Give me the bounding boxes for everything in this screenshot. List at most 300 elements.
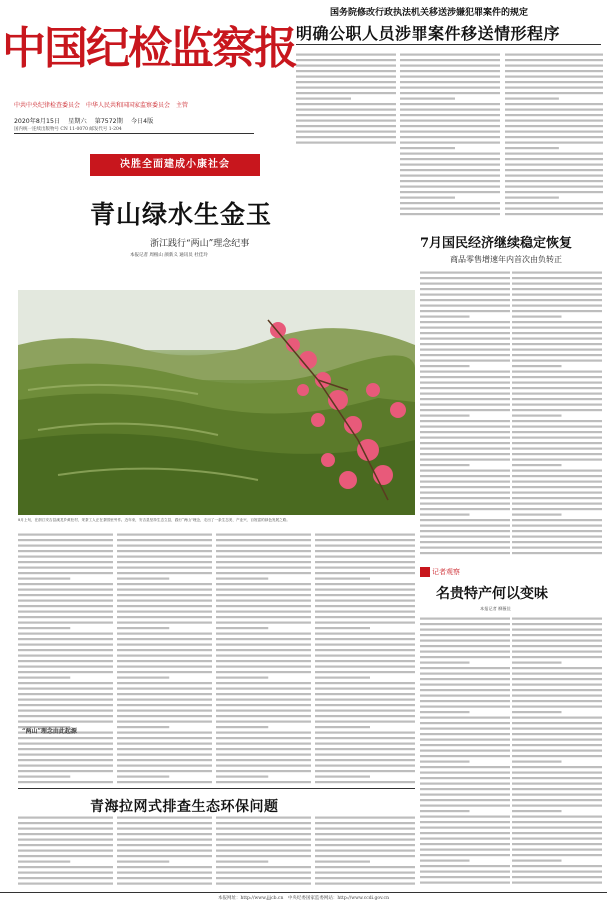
text-line xyxy=(420,294,510,296)
text-line xyxy=(216,616,311,618)
text-line xyxy=(512,684,602,686)
text-line xyxy=(512,415,562,417)
text-line xyxy=(18,633,113,635)
text-line xyxy=(512,783,602,785)
text-line xyxy=(117,737,212,739)
text-line xyxy=(512,640,602,642)
text-line xyxy=(400,131,500,133)
text-line xyxy=(512,849,602,851)
text-line xyxy=(512,453,602,455)
text-line xyxy=(420,629,510,631)
column-kicker: 记者观察 xyxy=(432,568,460,576)
text-line xyxy=(296,70,396,72)
text-line xyxy=(315,776,370,778)
text-line xyxy=(420,459,510,461)
text-line xyxy=(512,651,602,653)
text-line xyxy=(400,158,500,160)
text-line xyxy=(505,87,603,89)
text-line xyxy=(400,147,455,149)
text-line xyxy=(18,861,70,863)
body-text-lines xyxy=(216,815,311,891)
text-line xyxy=(315,743,415,745)
text-line xyxy=(117,743,212,745)
text-line xyxy=(420,415,470,417)
text-line xyxy=(18,833,113,835)
issue-codes: 国内统一连续出版物号 CN 11-0070 邮发代号 1-204 xyxy=(14,127,122,132)
column-body-col1 xyxy=(420,616,510,890)
text-line xyxy=(400,59,500,61)
text-line xyxy=(512,283,602,285)
text-line xyxy=(420,700,510,702)
text-line xyxy=(315,850,415,852)
text-line xyxy=(420,508,510,510)
lead-byline: 本报记者 周根山 颜新义 通讯员 杜佳玲 xyxy=(130,253,208,258)
text-line xyxy=(400,208,500,210)
text-line xyxy=(420,360,510,362)
lead-body-col1 xyxy=(18,532,113,790)
text-line xyxy=(216,776,268,778)
text-line xyxy=(512,689,602,691)
text-line xyxy=(117,748,212,750)
text-line xyxy=(512,288,602,290)
text-line xyxy=(18,682,113,684)
text-line xyxy=(420,843,510,845)
text-line xyxy=(117,572,212,574)
text-line xyxy=(512,464,562,466)
text-line xyxy=(420,827,510,829)
text-line xyxy=(512,519,602,521)
text-line xyxy=(512,332,602,334)
text-line xyxy=(512,827,602,829)
text-line xyxy=(117,872,212,874)
text-line xyxy=(420,332,510,334)
text-line xyxy=(18,594,113,596)
text-line xyxy=(315,822,415,824)
text-line xyxy=(117,726,169,728)
text-line xyxy=(505,59,603,61)
text-line xyxy=(512,492,602,494)
section-banner: 决胜全面建成小康社会 xyxy=(90,154,260,176)
top-story-body-col2 xyxy=(400,52,500,222)
text-line xyxy=(400,153,500,155)
text-line xyxy=(400,65,500,67)
text-line xyxy=(117,855,212,857)
text-line xyxy=(512,700,602,702)
text-line xyxy=(420,338,510,340)
text-line xyxy=(216,605,311,607)
text-line xyxy=(512,448,602,450)
text-line xyxy=(117,817,212,819)
text-line xyxy=(296,81,396,83)
text-line xyxy=(117,644,212,646)
text-line xyxy=(216,578,268,580)
text-line xyxy=(216,693,311,695)
text-line xyxy=(512,761,562,763)
text-line xyxy=(400,87,500,89)
text-line xyxy=(512,382,602,384)
body-text-lines xyxy=(18,815,113,891)
text-line xyxy=(420,684,510,686)
text-line xyxy=(117,883,212,885)
text-line xyxy=(216,627,268,629)
text-line xyxy=(420,711,470,713)
text-line xyxy=(505,136,603,138)
text-line xyxy=(505,164,603,166)
text-line xyxy=(315,732,415,734)
text-line xyxy=(315,578,370,580)
bottom-headline: 青海拉网式排查生态环保问题 xyxy=(90,799,279,815)
text-line xyxy=(512,788,602,790)
body-text-lines xyxy=(420,270,510,560)
text-line xyxy=(117,765,212,767)
text-line xyxy=(505,125,603,127)
text-line xyxy=(400,125,500,127)
text-line xyxy=(512,305,602,307)
top-story-body-col1 xyxy=(296,52,396,147)
text-line xyxy=(420,541,510,543)
text-line xyxy=(216,671,311,673)
text-line xyxy=(420,651,510,653)
text-line xyxy=(505,169,603,171)
text-line xyxy=(512,536,602,538)
text-line xyxy=(315,710,415,712)
text-line xyxy=(117,715,212,717)
text-line xyxy=(117,710,212,712)
text-line xyxy=(216,765,311,767)
text-line xyxy=(117,770,212,772)
text-line xyxy=(420,882,510,884)
body-text-lines xyxy=(315,815,415,891)
text-line xyxy=(420,854,510,856)
text-line xyxy=(18,855,113,857)
text-line xyxy=(315,589,415,591)
text-line xyxy=(420,299,510,301)
text-line xyxy=(117,622,212,624)
text-line xyxy=(400,180,500,182)
text-line xyxy=(216,600,311,602)
text-line xyxy=(420,673,510,675)
text-line xyxy=(216,710,311,712)
text-line xyxy=(216,759,311,761)
text-line xyxy=(315,605,415,607)
text-line xyxy=(315,699,415,701)
body-text-lines xyxy=(512,270,602,560)
text-line xyxy=(505,120,603,122)
text-line xyxy=(512,629,602,631)
text-line xyxy=(216,611,311,613)
lead-subhead-1: “两山”理念由此起源 xyxy=(22,728,77,735)
text-line xyxy=(400,92,500,94)
text-line xyxy=(18,759,113,761)
text-line xyxy=(315,666,415,668)
text-line xyxy=(420,519,510,521)
text-line xyxy=(216,594,311,596)
text-line xyxy=(512,821,602,823)
text-line xyxy=(512,656,602,658)
text-line xyxy=(420,497,510,499)
text-line xyxy=(117,781,212,783)
text-line xyxy=(420,832,510,834)
text-line xyxy=(216,682,311,684)
text-line xyxy=(420,645,510,647)
text-line xyxy=(512,706,602,708)
text-line xyxy=(296,76,396,78)
text-line xyxy=(420,536,510,538)
text-line xyxy=(512,525,602,527)
text-line xyxy=(505,213,603,215)
text-line xyxy=(505,109,603,111)
text-line xyxy=(505,186,603,188)
text-line xyxy=(315,748,415,750)
text-line xyxy=(512,299,602,301)
bottom-body-col3 xyxy=(216,815,311,891)
text-line xyxy=(512,810,562,812)
text-line xyxy=(315,561,415,563)
text-line xyxy=(216,561,311,563)
text-line xyxy=(216,644,311,646)
text-line xyxy=(216,850,311,852)
text-line xyxy=(420,860,470,862)
text-line xyxy=(512,277,602,279)
text-line xyxy=(400,197,455,199)
issue-date: 2020年8月15日 xyxy=(14,118,61,125)
text-line xyxy=(117,776,169,778)
text-line xyxy=(420,618,510,620)
text-line xyxy=(315,616,415,618)
text-line xyxy=(117,688,212,690)
text-line xyxy=(216,699,311,701)
text-line xyxy=(18,693,113,695)
text-line xyxy=(512,354,602,356)
text-line xyxy=(18,844,113,846)
text-line xyxy=(18,828,113,830)
text-line xyxy=(512,755,602,757)
text-line xyxy=(505,191,603,193)
text-line xyxy=(216,666,311,668)
text-line xyxy=(315,866,415,868)
text-line xyxy=(512,486,602,488)
text-line xyxy=(216,589,311,591)
text-line xyxy=(512,272,602,274)
text-line xyxy=(420,272,510,274)
text-line xyxy=(315,737,415,739)
text-line xyxy=(512,794,602,796)
text-line xyxy=(117,844,212,846)
text-line xyxy=(512,634,602,636)
text-line xyxy=(420,821,510,823)
text-line xyxy=(420,766,510,768)
text-line xyxy=(315,688,415,690)
text-line xyxy=(216,572,311,574)
text-line xyxy=(420,755,510,757)
text-line xyxy=(315,556,415,558)
text-line xyxy=(420,431,510,433)
text-line xyxy=(512,475,602,477)
text-line xyxy=(420,623,510,625)
text-line xyxy=(420,783,510,785)
text-line xyxy=(512,667,602,669)
text-line xyxy=(216,754,311,756)
text-line xyxy=(420,678,510,680)
body-text-lines xyxy=(18,532,113,790)
text-line xyxy=(216,817,311,819)
text-line xyxy=(117,550,212,552)
text-line xyxy=(216,866,311,868)
text-line xyxy=(315,765,415,767)
text-line xyxy=(315,872,415,874)
text-line xyxy=(18,638,113,640)
text-line xyxy=(400,103,500,105)
text-line xyxy=(400,81,500,83)
tea-garden-photo xyxy=(18,290,415,515)
text-line xyxy=(18,666,113,668)
text-line xyxy=(512,733,602,735)
text-line xyxy=(216,545,311,547)
text-line xyxy=(512,547,602,549)
text-line xyxy=(216,655,311,657)
text-line xyxy=(117,655,212,657)
text-line xyxy=(18,677,70,679)
text-line xyxy=(420,503,510,505)
text-line xyxy=(420,739,510,741)
lead-body-col2 xyxy=(117,532,212,790)
text-line xyxy=(315,883,415,885)
text-line xyxy=(18,671,113,673)
text-line xyxy=(117,671,212,673)
text-line xyxy=(512,360,602,362)
text-line xyxy=(512,673,602,675)
text-line xyxy=(400,70,500,72)
text-line xyxy=(18,589,113,591)
text-line xyxy=(512,321,602,323)
text-line xyxy=(18,688,113,690)
text-line xyxy=(216,622,311,624)
economy-body-col1 xyxy=(420,270,510,560)
text-line xyxy=(505,103,603,105)
text-line xyxy=(117,704,212,706)
text-line xyxy=(117,699,212,701)
text-line xyxy=(117,594,212,596)
text-line xyxy=(216,839,311,841)
text-line xyxy=(505,131,603,133)
text-line xyxy=(420,733,510,735)
column-headline: 名贵特产何以变味 xyxy=(436,586,548,602)
text-line xyxy=(216,732,311,734)
text-line xyxy=(315,704,415,706)
text-line xyxy=(505,202,603,204)
text-line xyxy=(400,164,500,166)
text-line xyxy=(512,805,602,807)
text-line xyxy=(505,153,603,155)
text-line xyxy=(420,547,510,549)
text-line xyxy=(18,534,113,536)
text-line xyxy=(315,539,415,541)
text-line xyxy=(505,70,603,72)
text-line xyxy=(505,54,603,56)
column-mark xyxy=(420,567,430,577)
text-line xyxy=(216,534,311,536)
text-line xyxy=(420,805,510,807)
text-line xyxy=(117,616,212,618)
text-line xyxy=(512,310,602,312)
top-story-headline: 明确公职人员涉罪案件移送情形程序 xyxy=(296,24,561,43)
text-line xyxy=(420,277,510,279)
text-line xyxy=(420,717,510,719)
text-line xyxy=(420,656,510,658)
text-line xyxy=(315,682,415,684)
text-line xyxy=(400,114,500,116)
bottom-body-col1 xyxy=(18,815,113,891)
text-line xyxy=(512,470,602,472)
text-line xyxy=(216,704,311,706)
text-line xyxy=(216,539,311,541)
text-line xyxy=(315,660,415,662)
text-line xyxy=(18,605,113,607)
text-line xyxy=(420,492,510,494)
body-text-lines xyxy=(216,532,311,790)
bottom-rule xyxy=(18,788,415,789)
text-line xyxy=(18,567,113,569)
text-line xyxy=(117,833,212,835)
text-line xyxy=(420,310,510,312)
bottom-body-col4 xyxy=(315,815,415,891)
text-line xyxy=(512,623,602,625)
text-line xyxy=(512,393,602,395)
text-line xyxy=(512,514,562,516)
text-line xyxy=(216,550,311,552)
text-line xyxy=(512,871,602,873)
text-line xyxy=(315,649,415,651)
text-line xyxy=(505,65,603,67)
text-line xyxy=(315,828,415,830)
text-line xyxy=(315,677,370,679)
text-line xyxy=(315,583,415,585)
text-line xyxy=(420,667,510,669)
text-line xyxy=(315,622,415,624)
text-line xyxy=(512,777,602,779)
text-line xyxy=(420,409,510,411)
text-line xyxy=(512,508,602,510)
text-line xyxy=(420,689,510,691)
text-line xyxy=(18,822,113,824)
text-line xyxy=(315,781,415,783)
text-line xyxy=(117,850,212,852)
text-line xyxy=(512,662,562,664)
text-line xyxy=(117,589,212,591)
text-line xyxy=(216,567,311,569)
text-line xyxy=(315,644,415,646)
text-line xyxy=(512,442,602,444)
text-line xyxy=(512,854,602,856)
text-line xyxy=(315,833,415,835)
text-line xyxy=(512,338,602,340)
text-line xyxy=(216,877,311,879)
text-line xyxy=(216,883,311,885)
text-line xyxy=(420,354,510,356)
text-line xyxy=(18,616,113,618)
text-line xyxy=(512,327,602,329)
text-line xyxy=(400,76,500,78)
text-line xyxy=(420,349,510,351)
text-line xyxy=(512,860,562,862)
text-line xyxy=(216,743,311,745)
top-story-rule xyxy=(296,44,601,45)
text-line xyxy=(315,726,370,728)
text-line xyxy=(117,567,212,569)
text-line xyxy=(315,534,415,536)
text-line xyxy=(117,754,212,756)
column-body-col2 xyxy=(512,616,602,890)
